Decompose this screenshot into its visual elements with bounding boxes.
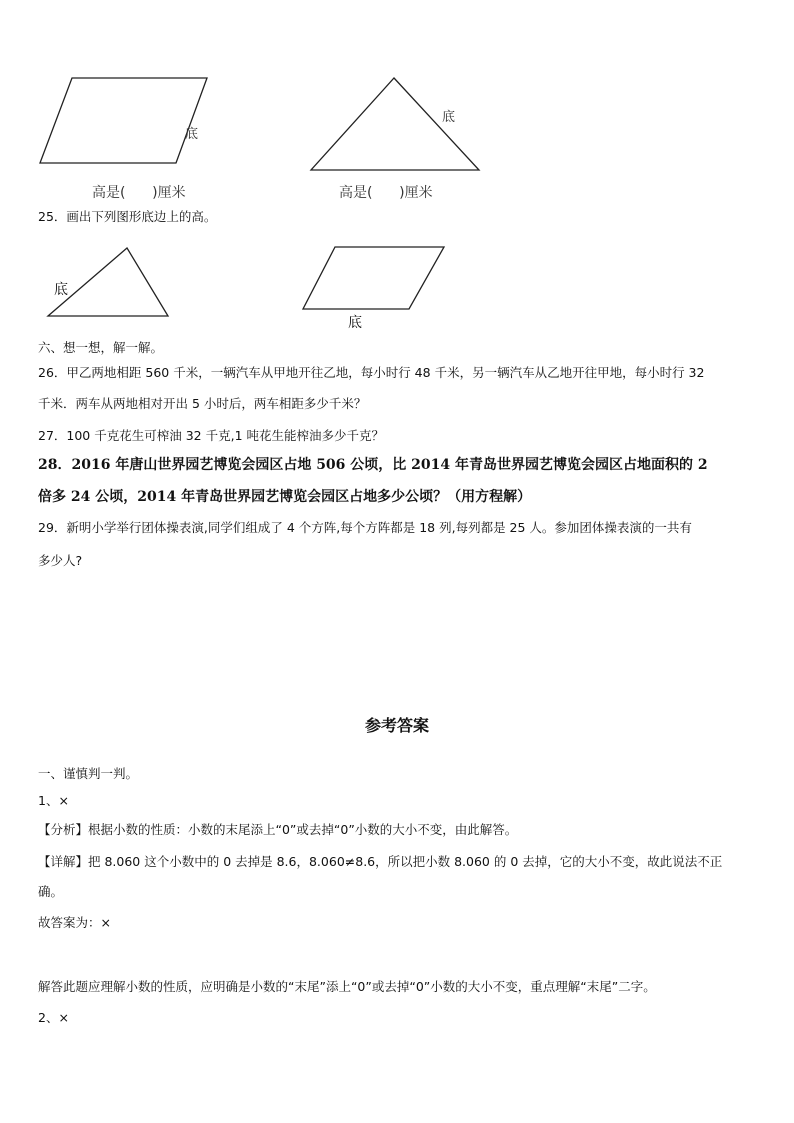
answer-2-mark: 2、× [38,1010,69,1025]
question-28-line2: 倍多 24 公顷，2014 年青岛世界园艺博览会园区占地多少公顷？（用方程解） [38,489,532,505]
question-26-line2: 千米．两车从两地相对开出 5 小时后，两车相距多少千米？ [38,396,367,411]
question-29-line2: 多少人? [38,553,83,568]
answer-1-detail-line1: 【详解】把 8.060 这个小数中的 0 去掉是 8.6，8.060≠8.6，所以把小数 8.060 的 0 去掉，它的大小不变，故此说法不正 [38,854,723,869]
section-6-title: 六、想一想，解一解。 [38,340,164,355]
answer-1-conclusion: 故答案为：× [38,915,111,930]
question-25: 25．画出下列图形底边上的高。 [38,209,217,224]
answer-1-mark: 1、× [38,793,69,808]
answers-title: 参考答案 [364,716,429,735]
answers-part1-heading: 一、谨慎判一判。 [38,766,139,781]
parallelogram-height-caption: 高是( )厘米 [92,185,186,201]
triangle-base-label: 底 [442,110,456,125]
question-29-line1: 29．新明小学举行团体操表演,同学们组成了 4 个方阵,每个方阵都是 18 列,每列都是 25 人。参加团体操表演的一共有 [38,520,692,535]
question-27: 27．100 千克花生可榨油 32 千克,1 吨花生能榨油多少千克？ [38,428,384,443]
q25-triangle-base-label: 底 [54,282,68,298]
parallelogram-base-label: 底 [185,127,199,142]
question-26-line1: 26．甲乙两地相距 560 千米，一辆汽车从甲地开往乙地，每小时行 48 千米，另一辆汽车从乙地开往甲地，每小时行 32 [38,365,705,380]
answer-1-note: 解答此题应理解小数的性质，应明确是小数的“末尾”添上“0”或去掉“0”小数的大小不变，重点理解“末尾”二字。 [38,979,656,994]
q25-parallelogram-base-label: 底 [348,315,362,331]
triangle-height-caption: 高是( )厘米 [339,185,433,201]
question-28-line1: 28．2016 年唐山世界园艺博览会园区占地 506 公顷，比 2014 年青岛世界园艺博览会园区占地面积的 2 [38,457,708,473]
answer-1-detail-line2: 确。 [38,884,64,899]
answer-1-analysis: 【分析】根据小数的性质：小数的末尾添上“0”或去掉“0”小数的大小不变，由此解答。 [38,822,518,837]
